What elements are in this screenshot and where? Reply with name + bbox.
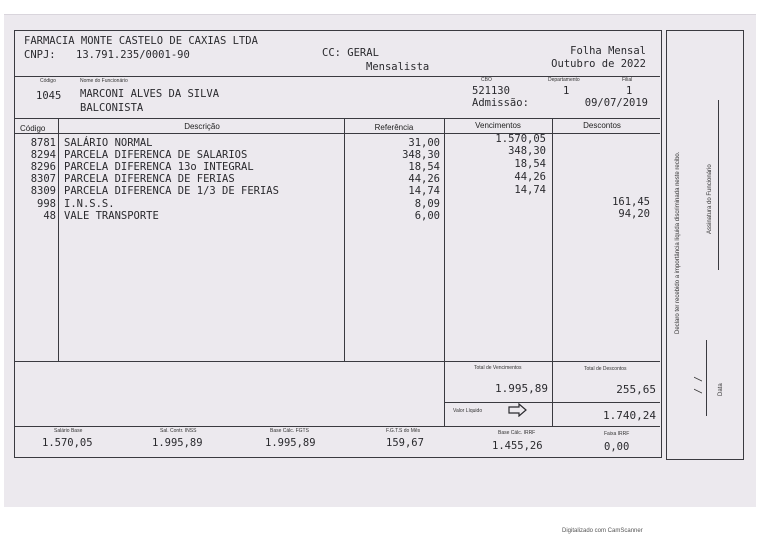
irrf-base-label: Base Cálc. IRRF <box>498 430 536 436</box>
row-earnings: 18,54 <box>514 158 546 170</box>
employee-name-label: Nome do Funcionário <box>80 78 128 84</box>
department-value: 1 <box>563 85 570 97</box>
scanner-caption: Digitalizado com CamScanner <box>562 528 643 534</box>
total-deductions-label: Total de Descontos <box>584 366 627 372</box>
inss-base-label: Sal. Contr. INSS <box>160 428 197 434</box>
row-code: 8307 <box>30 173 56 185</box>
net-value-label: Valor Líquido <box>453 408 483 414</box>
inss-base-value: 1.995,89 <box>152 437 203 449</box>
branch-label: Filial <box>622 77 633 83</box>
total-earnings-label: Total de Vencimentos <box>474 365 522 371</box>
row-deductions: 161,45 <box>612 196 650 208</box>
row-reference: 14,74 <box>408 185 440 197</box>
col-sep-description <box>344 118 345 362</box>
date-slashes: / / <box>693 375 704 394</box>
employee-name: MARCONI ALVES DA SILVA <box>80 88 220 100</box>
row-earnings: 14,74 <box>514 184 546 196</box>
row-reference: 18,54 <box>408 161 440 173</box>
row-earnings: 348,30 <box>508 145 546 157</box>
row-description: PARCELA DIFERENCA DE 1/3 DE FERIAS <box>64 185 279 197</box>
employee-code-label: Código <box>40 78 56 84</box>
row-reference: 6,00 <box>414 210 440 222</box>
table-header-bottom <box>14 133 660 134</box>
row-reference: 31,00 <box>408 137 440 149</box>
fgts-base-label: Base Cálc. FGTS <box>270 428 309 434</box>
col-deductions-header: Descontos <box>583 121 621 130</box>
row-earnings: 1.570,05 <box>495 133 546 145</box>
cbo-label: CBO <box>481 77 492 83</box>
cost-center: CC: GERAL <box>322 47 379 59</box>
col-sep-code <box>58 118 59 362</box>
cbo-value: 521130 <box>472 85 510 97</box>
net-value: 1.740,24 <box>603 409 656 422</box>
department-label: Departamento <box>548 77 580 83</box>
fgts-base-value: 1.995,89 <box>265 437 316 449</box>
row-code: 8296 <box>30 161 56 173</box>
totals-left-sep <box>444 361 445 426</box>
base-salary-label: Salário Base <box>54 428 83 434</box>
date-line <box>706 340 707 416</box>
irrf-base-value: 1.455,26 <box>492 440 543 452</box>
doc-period: Outubro de 2022 <box>551 58 646 70</box>
date-label: Data <box>718 383 724 396</box>
row-description: I.N.S.S. <box>64 198 115 210</box>
fgts-month-label: F.G.T.S do Mês <box>386 428 421 434</box>
signature-line <box>718 100 719 270</box>
col-code-header: Código <box>20 124 46 133</box>
row-code: 8294 <box>30 149 56 161</box>
total-earnings-value: 1.995,89 <box>495 382 548 395</box>
bases-top <box>14 426 660 427</box>
row-code: 48 <box>43 210 56 222</box>
company-name: FARMACIA MONTE CASTELO DE CAXIAS LTDA <box>24 35 258 47</box>
col-description-header: Descrição <box>184 122 220 131</box>
row-earnings: 44,26 <box>514 171 546 183</box>
row-reference: 8,09 <box>414 198 440 210</box>
row-description: PARCELA DIFERENCA DE FERIAS <box>64 173 235 185</box>
col-reference-header: Referência <box>374 123 414 132</box>
arrow-right-icon <box>508 403 528 417</box>
employee-type: Mensalista <box>366 61 430 73</box>
signature-label: Assinatura do Funcionário <box>707 164 713 234</box>
col-sep-earnings <box>552 118 553 426</box>
row-description: SALÁRIO NORMAL <box>64 137 153 149</box>
receipt-declaration: Declaro ter recebido a importância líquida discriminada neste recibo. <box>675 151 681 334</box>
col-sep-reference <box>444 118 445 362</box>
table-bottom <box>14 361 660 362</box>
row-code: 998 <box>37 198 56 210</box>
employee-divider <box>14 118 660 119</box>
row-code: 8309 <box>30 185 56 197</box>
irrf-band-value: 0,00 <box>604 441 630 453</box>
doc-title: Folha Mensal <box>570 45 646 57</box>
admission-date: 09/07/2019 <box>584 97 648 109</box>
cnpj-value: 13.791.235/0001-90 <box>76 49 190 61</box>
irrf-band-label: Faixa IRRF <box>604 431 630 437</box>
row-description: PARCELA DIFERENCA DE SALARIOS <box>64 149 248 161</box>
employee-role: BALCONISTA <box>80 102 144 114</box>
employee-code: 1045 <box>36 90 62 102</box>
row-code: 8781 <box>30 137 56 149</box>
row-reference: 44,26 <box>408 173 440 185</box>
row-description: PARCELA DIFERENCA 13o INTEGRAL <box>64 161 254 173</box>
col-earnings-header: Vencimentos <box>475 121 521 130</box>
net-divider <box>444 402 660 403</box>
branch-value: 1 <box>626 85 633 97</box>
cnpj-label: CNPJ: <box>24 49 56 61</box>
admission-label: Admissão: <box>472 97 529 109</box>
row-reference: 348,30 <box>402 149 440 161</box>
row-deductions: 94,20 <box>618 208 650 220</box>
total-deductions-value: 255,65 <box>616 383 656 396</box>
fgts-month-value: 159,67 <box>386 437 424 449</box>
base-salary-value: 1.570,05 <box>42 437 93 449</box>
row-description: VALE TRANSPORTE <box>64 210 159 222</box>
